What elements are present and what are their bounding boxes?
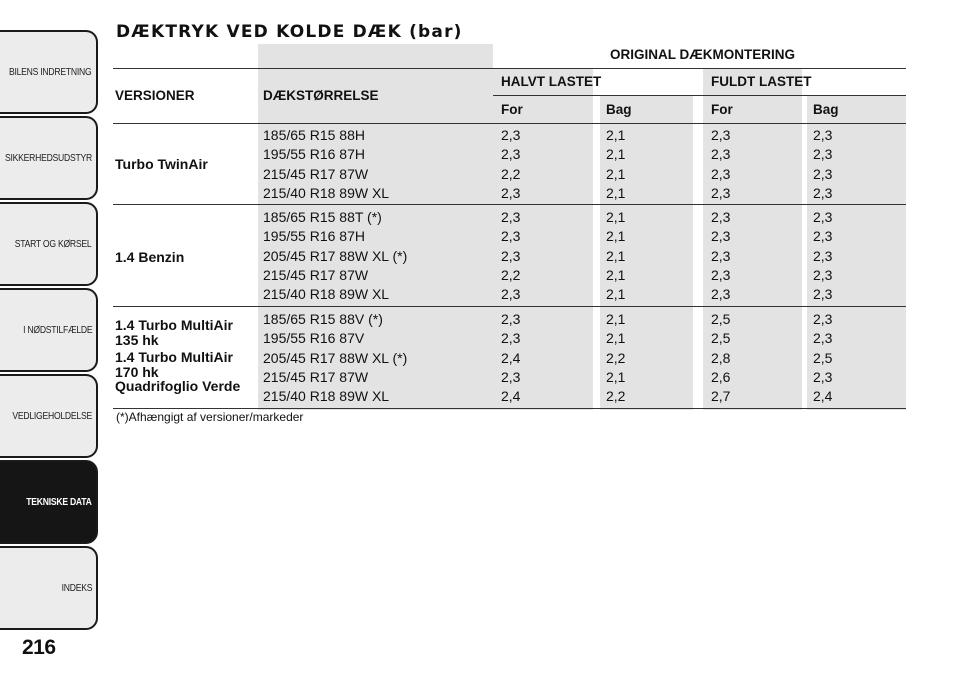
- footnote: (*)Afhængigt af versioner/markeder: [116, 410, 304, 424]
- row1-full-front: 2,3 2,3 2,3 2,3: [711, 127, 731, 201]
- header-halvt-lastet: HALVT LASTET: [501, 74, 602, 89]
- header-full-bag: Bag: [813, 102, 839, 117]
- row1-sizes: 185/65 R15 88H 195/55 R16 87H 215/45 R17 87W 215/40 R18 89W XL: [263, 127, 390, 201]
- tab-vedligeholdelse[interactable]: VEDLIGEHOLDELSE: [0, 374, 98, 458]
- row2-sizes: 185/65 R15 88T (*) 195/55 R16 87H 205/45 R17 88W XL (*) 215/45 R17 87W 215/40 R18 89W XL: [263, 209, 408, 303]
- row1-half-rear: 2,1 2,1 2,1 2,1: [606, 127, 626, 201]
- rule-header: [113, 123, 906, 124]
- tab-bilens-indretning[interactable]: BILENS INDRETNING: [0, 30, 98, 114]
- rule-row3: [113, 408, 906, 409]
- row3-versions: 1.4 Turbo MultiAir 135 hk 1.4 Turbo MultiAir 170 hk Quadrifoglio Verde: [115, 317, 241, 394]
- row3-sizes: 185/65 R15 88V (*) 195/55 R16 87V 205/45 R17 88W XL (*) 215/45 R17 87W 215/40 R18 89W XL: [263, 311, 408, 405]
- header-original-daekmontering: ORIGINAL DÆKMONTERING: [610, 47, 795, 62]
- row2-full-rear: 2,3 2,3 2,3 2,3 2,3: [813, 209, 833, 303]
- rule-group: [113, 68, 906, 69]
- rule-row1: [113, 204, 906, 205]
- row1-version: Turbo TwinAir: [115, 156, 208, 172]
- header-daekstorrelse: DÆKSTØRRELSE: [263, 88, 379, 103]
- rule-row2: [113, 306, 906, 307]
- row3-half-front: 2,3 2,3 2,4 2,3 2,4: [501, 311, 521, 405]
- rule-subheader: [493, 95, 906, 96]
- tab-tekniske-data[interactable]: TEKNISKE DATA: [0, 460, 98, 544]
- row2-half-front: 2,3 2,3 2,3 2,2 2,3: [501, 209, 521, 303]
- tab-i-nodstilfaelde[interactable]: I NØDSTILFÆLDE: [0, 288, 98, 372]
- row3-full-front: 2,5 2,5 2,8 2,6 2,7: [711, 311, 731, 405]
- row1-full-rear: 2,3 2,3 2,3 2,3: [813, 127, 833, 201]
- page-title: DÆKTRYK VED KOLDE DÆK (bar): [116, 22, 463, 42]
- tab-sikkerhedsudstyr[interactable]: SIKKERHEDSUDSTYR: [0, 116, 98, 200]
- row2-version: 1.4 Benzin: [115, 249, 185, 265]
- page-number: 216: [22, 636, 56, 659]
- header-fuldt-lastet: FULDT LASTET: [711, 74, 812, 89]
- row3-full-rear: 2,3 2,3 2,5 2,3 2,4: [813, 311, 833, 405]
- tab-start-og-korsel[interactable]: START OG KØRSEL: [0, 202, 98, 286]
- tire-pressure-table: [113, 44, 906, 410]
- header-half-bag: Bag: [606, 102, 632, 117]
- row3-half-rear: 2,1 2,1 2,2 2,1 2,2: [606, 311, 626, 405]
- row2-half-rear: 2,1 2,1 2,1 2,1 2,1: [606, 209, 626, 303]
- header-full-for: For: [711, 102, 733, 117]
- row1-half-front: 2,3 2,3 2,2 2,3: [501, 127, 521, 201]
- row2-full-front: 2,3 2,3 2,3 2,3 2,3: [711, 209, 731, 303]
- tab-indeks[interactable]: INDEKS: [0, 546, 98, 630]
- header-versioner: VERSIONER: [115, 88, 195, 103]
- header-half-for: For: [501, 102, 523, 117]
